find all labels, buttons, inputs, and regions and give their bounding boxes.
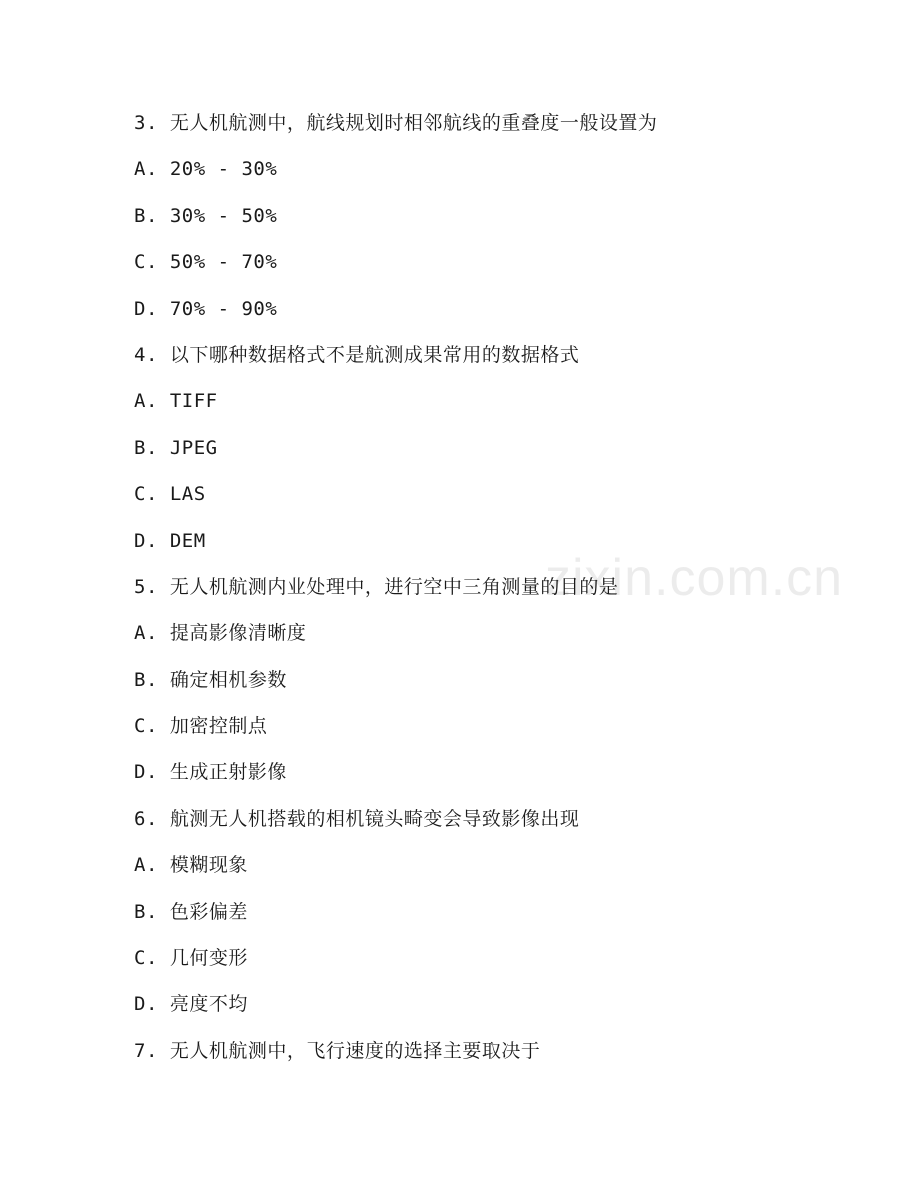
- question-4-option-a: A. TIFF: [134, 390, 218, 413]
- question-3-option-d: D. 70% - 90%: [134, 297, 278, 320]
- question-6-option-b: B. 色彩偏差: [134, 900, 248, 923]
- question-4-option-d: D. DEM: [134, 529, 206, 552]
- question-6-text: 6. 航测无人机搭载的相机镜头畸变会导致影像出现: [134, 807, 580, 830]
- question-4-option-c: C. LAS: [134, 483, 206, 506]
- question-5-option-c: C. 加密控制点: [134, 715, 268, 738]
- question-5-option-d: D. 生成正射影像: [134, 761, 287, 784]
- question-5-option-b: B. 确定相机参数: [134, 668, 287, 691]
- question-3-option-b: B. 30% - 50%: [134, 204, 278, 227]
- question-6-option-d: D. 亮度不均: [134, 993, 248, 1016]
- question-7-text: 7. 无人机航测中，飞行速度的选择主要取决于: [134, 1039, 541, 1062]
- question-5-text: 5. 无人机航测内业处理中，进行空中三角测量的目的是: [134, 575, 619, 598]
- question-3-option-c: C. 50% - 70%: [134, 251, 278, 274]
- question-6-option-a: A. 模糊现象: [134, 854, 248, 877]
- question-4-option-b: B. JPEG: [134, 436, 218, 459]
- question-list: [134, 108, 854, 1082]
- watermark: zixin.com.cn: [545, 549, 844, 607]
- question-5-option-a: A. 提高影像清晰度: [134, 622, 307, 645]
- question-3-text: 3. 无人机航测中，航线规划时相邻航线的重叠度一般设置为: [134, 112, 658, 134]
- question-6-option-c: C. 几何变形: [134, 947, 248, 970]
- question-4-text: 4. 以下哪种数据格式不是航测成果常用的数据格式: [134, 343, 580, 366]
- question-3-option-a: A. 20% - 30%: [134, 158, 278, 181]
